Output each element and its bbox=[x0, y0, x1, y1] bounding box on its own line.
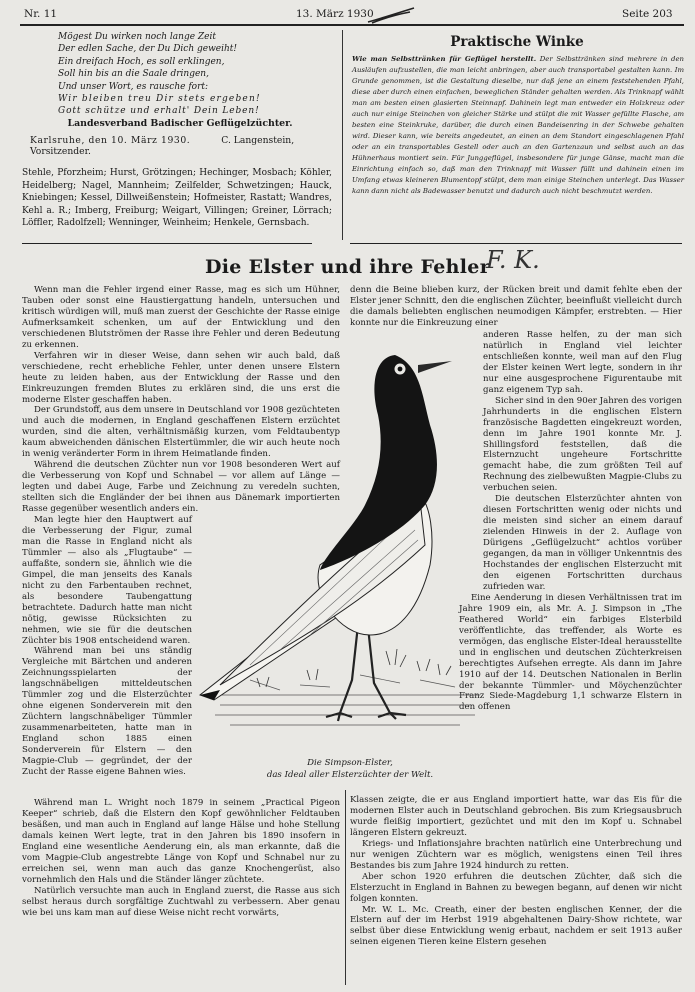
member-names: Stehle, Pforzheim; Hurst, Grötzingen; Hechinger, Mosbach; Köhler, Heidelberg; Nagel, Mannheim; Zeilfelder, Schwetzingen; Hauck, Kniebingen; Kessel, Dillweißenstein; Hofmeister, Rastatt; Wandres, Kehl a. R.; Imberg, Freiburg; Weigart, Villingen; Greiner, Lörrach; Löffler, Radolfzell; Wenninger, Weinheim; Henkele, Gernsbach. bbox=[22, 168, 332, 229]
paragraph: denn die Beine blieben kurz, der Rücken breit und damit fehlte eben der Elster jener Schnitt, den die englischen Züchter, beeinflußt vielleicht durch die damals beliebten englischen neumodigen Kämpfer, erstrebten. — Hier konnte nur die Einkreuzung einer bbox=[350, 285, 682, 328]
page-number: Seite 203 bbox=[622, 8, 673, 20]
poem-line: Mögest Du wirken noch lange Zeit bbox=[58, 32, 216, 42]
paragraph: Der Grundstoff, aus dem unsere in Deutschland vor 1908 gezüchteten und auch die modernen, in England geschaffenen Elstern erzüchtet wurden, sind die alten, verhältnismäßig kurzen, vom Feldtaubentyp kaum abweichenden dänischen Elstertümmler, die wir auch heute noch in wenig veränderter Form in ihrem Heimatlande finden. bbox=[22, 405, 340, 460]
image-caption bbox=[200, 757, 500, 781]
caption-line: das Ideal aller Elsterzüchter der Welt. bbox=[266, 770, 434, 780]
article-title: Die Elster und ihre Fehler bbox=[204, 256, 491, 278]
caption-line: Die Simpson-Elster, bbox=[307, 758, 393, 768]
association-name: Landesverband Badischer Geflügelzüchter. bbox=[67, 118, 293, 129]
pen-mark-icon bbox=[366, 6, 416, 26]
poem-line: Und unser Wort, es rausche fort: bbox=[58, 81, 209, 92]
paragraph: Mr. W. L. Mc. Creath, einer der besten englischen Kenner, der die Elstern auf der im Herbst 1919 abgehaltenen Dairy-Show richtete, war selbst über diese Entwicklung wenig erbaut, nachdem er seit 1913 außer seinen eigenen Tieren keine Elstern gesehen bbox=[350, 904, 682, 948]
poem-line: Soll hin bis an die Saale dringen, bbox=[58, 69, 209, 80]
paragraph: Die deutschen Elsterzüchter ahnten von diesen Fortschritten wenig oder nichts und die meisten sind sicher an einem darauf zielenden Hinweis in der 2. Auflage von Dürigens „Geflügelzucht“ achtlos vorüber gegangen, da man in völliger Unkenntnis des Hochstandes der englischen Elsterzucht mit den eigenen Fortschritten durchaus zufrieden war. bbox=[483, 494, 682, 592]
paragraph: Aber schon 1920 erfuhren die deutschen Züchter, daß sich die Elsterzucht in England in Bahnen zu bewegen begann, auf denen wir nicht folgen konnten. bbox=[350, 871, 682, 904]
column-divider bbox=[342, 30, 343, 240]
paragraph: Wenn man die Fehler irgend einer Rasse, mag es sich um Hühner, Tauben oder sonst eine Haustiergattung handeln, untersuchen und kritisch würdigen will, muß man zuerst der Geschichte der Rasse einige Aufmerksamkeit schenken, um auf der Entwicklung und den verschiedenen Blutströmen der Rasse ihre Fehler und deren Bedeutung zu erkennen. bbox=[22, 285, 340, 350]
paragraph: Während man L. Wright noch 1879 in seinem „Practical Pigeon Keeper“ schrieb, daß die Elstern den Kopf gewöhnlicher Feldtauben besäßen, und man auch in England auf lange Hälse und hohe Stellung damals keinen Wert legte, trat in den Jahren bis 1890 insofern in England eine wesentliche Aenderung ein, als man erkannte, daß die vom Magpie-Club angestrebte Länge von Kopf und Schnabel nur zu erreichen sei, wenn man auch das ganze Knochengerüst, also vornehmlich den Hals und die Ständer länger züchtete. bbox=[22, 798, 340, 885]
poem bbox=[58, 31, 320, 118]
section-rule-right bbox=[350, 243, 682, 244]
signer: C. Langenstein, Vorsitzender. bbox=[30, 135, 295, 157]
header-rule bbox=[20, 24, 684, 26]
handwritten-annotation: F. K. bbox=[486, 246, 540, 274]
section-rule-left bbox=[22, 243, 312, 244]
paragraph: anderen Rasse helfen, zu der man sich natürlich in England viel leichter entschließen konnte, weil man auf den Flug der Elster keinen Wert legte, sondern in ihr nur eine ausgesprochene Figurentaube mit ganz eigenem Typ sah. bbox=[483, 330, 682, 395]
magpie-pigeon-illustration bbox=[190, 335, 490, 745]
poem-line: Wir bleiben treu Dir stets ergeben! bbox=[58, 94, 261, 105]
column-divider bbox=[345, 790, 346, 985]
poem-line: Der edlen Sache, der Du Dich geweiht! bbox=[58, 44, 238, 55]
paragraph: Man legte hier den Hauptwert auf die Verbesserung der Figur, zumal man die Rasse in England nicht als Tümmler — also als „Flugtaube“ — auffaßte, sondern sie, ähnlich wie die Gimpel, die man jenseits des Kanals nicht zu den Farbentauben rechnet, als besondere Taubengattung betrachtete. Dadurch hatte man nicht nötig, gewisse Rücksichten zu nehmen, wie sie für die deutschen Züchter bis 1908 entscheidend waren. bbox=[22, 515, 192, 646]
paragraph: Während man bei uns ständig Vergleiche mit Bärtchen und anderen Zeichnungsspielarten der langschnäbeligen mitteldeutschen Tümmler zog und die Elsterzüchter ohne eigenen Sonderverein mit den Züchtern langschnäbeliger Tümmler zusammenarbeiteten, hatte man in England schon 1885 einen Sonderverein für Elstern — den Magpie-Club — gegründet, der der Zucht der Rasse eigene Bahnen wies. bbox=[22, 646, 192, 777]
article-column-left-bottom bbox=[22, 798, 340, 918]
article-column-right-top bbox=[350, 285, 682, 329]
praktische-winke-body bbox=[352, 54, 684, 197]
poem-line: Gott schütze und erhalt' Dein Leben! bbox=[58, 106, 260, 117]
paragraph: Natürlich versuchte man auch in England zuerst, die Rasse aus sich selbst heraus durch sorgfältige Zuchtwahl zu verbessern. Aber genau wie bei uns kam man auf diese Weise nicht recht vorwärts, bbox=[22, 885, 340, 918]
paragraph: Verfahren wir in dieser Weise, dann sehen wir auch bald, daß verschiedene, recht erhebliche Fehler, unter denen unsere Elstern heute zu leiden haben, aus der Entwicklung der Rasse und den Einkreuzungen fremden Blutes zu erklären sind, die uns erst die moderne Elster geschaffen haben. bbox=[22, 350, 340, 405]
poem-line: Ein dreifach Hoch, es soll erklingen, bbox=[58, 56, 225, 67]
issue-date: 13. März 1930 bbox=[296, 8, 374, 20]
paragraph: Sicher sind in den 90er Jahren des vorigen Jahrhunderts in die englischen Elstern französische Bagdetten eingekreuzt worden, denn im Jahre 1901 konnte Mr. J. Shillingsford feststellen, daß die Elsternzucht ungeheure Fortschritte gemacht habe, die zum größten Teil auf Rechnung des zielbewußten Magpie-Clubs zu verbuchen seien. bbox=[483, 395, 682, 494]
praktische-winke-text: Der Selbsttränken sind mehrere in den Ausläufen aufzustellen, die man leicht anbringen, aber auch transportabel gestalten kann. Im Grunde genommen, ist die Gestaltung dieselbe, nur daß jene an einem feststehenden Pfahl, diese aber durch einen einfachen, beweglichen Ständer gehalten werden. Als Trinknapf wählt man am besten einen glasierten Steinnapf. Dahinein legt man entweder ein Holzkreuz oder auch nur einige Steinchen von gleicher Stärke und stülpt die mit Wasser gefüllte Flasche, am besten eine Steinkruke, darüber, die durch einen Bandeisenring in der Schwebe gehalten wird. Dieser kann, wie bereits angedeutet, an einen an dem Standort eingeschlagenen Pfahl oder an ein transportables Gestell oder auch an den Gartenzaun und selbst auch an das Hühnerhaus montiert sein. Für Junggeflügel, insbesondere für junge Gänse, macht man die Einrichtung einfach so, daß man den Trinknapf mit Wasser füllt und dahinein einen im Umfang etwas kleineren Blumentopf stülpt, dem man einige Steinchen unterlegt. Das Wasser kann dann nicht als Badewasser benutzt und dadurch auch nicht beschmutzt werden. bbox=[352, 55, 684, 195]
dateline bbox=[30, 135, 330, 157]
praktische-winke-title: Praktische Winke bbox=[450, 34, 584, 50]
place-date: Karlsruhe, den 10. März 1930. bbox=[30, 135, 191, 146]
praktische-winke-lead: Wie man Selbsttränken für Geflügel herstellt. bbox=[352, 55, 537, 63]
paragraph: Eine Aenderung in diesen Verhältnissen trat im Jahre 1909 ein, als Mr. A. J. Simpson in „The Feathered World“ ein farbiges Elsterbild veröffentlichte, das treffender, als Worte es vermögen, das englische Elster-Ideal herausstellte und in englischen und deutschen Züchterkreisen berechtigtes Aufsehen erregte. Als dann im Jahre 1910 auf der 14. Deutschen Nationalen in Berlin der bekannte Tümmler- und Möychenzüchter Franz Siede-Magdeburg 1,1 schwarze Elstern in den offenen bbox=[459, 592, 682, 713]
issue-number: Nr. 11 bbox=[24, 8, 58, 20]
paragraph: Kriegs- und Inflationsjahre brachten natürlich eine Unterbrechung und nur wenigen Züchtern war es möglich, wenigstens einen Teil ihres Bestandes bis zum Jahre 1924 hindurch zu retten. bbox=[350, 838, 682, 871]
paragraph: Klassen zeigte, die er aus England importiert hatte, war das Eis für die modernen Elster auch in Deutschland gebrochen. Bis zum Kriegsausbruch wurde fleißig importiert, gezüchtet und mit den im Kopf u. Schnabel längeren Elstern gekreuzt. bbox=[350, 795, 682, 838]
article-column-right bbox=[459, 330, 682, 713]
paragraph: Während die deutschen Züchter nun vor 1908 besonderen Wert auf die Verbesserung von Kopf und Schnabel — vor allem auf Länge — legten und dabei Auge, Farbe und Zeichnung zu veredeln suchten, stellten sich die Engländer der bei ihnen aus Dänemark importierten Rasse gegenüber wesentlich anders ein. bbox=[22, 460, 340, 515]
article-column-right-bottom bbox=[350, 795, 682, 948]
